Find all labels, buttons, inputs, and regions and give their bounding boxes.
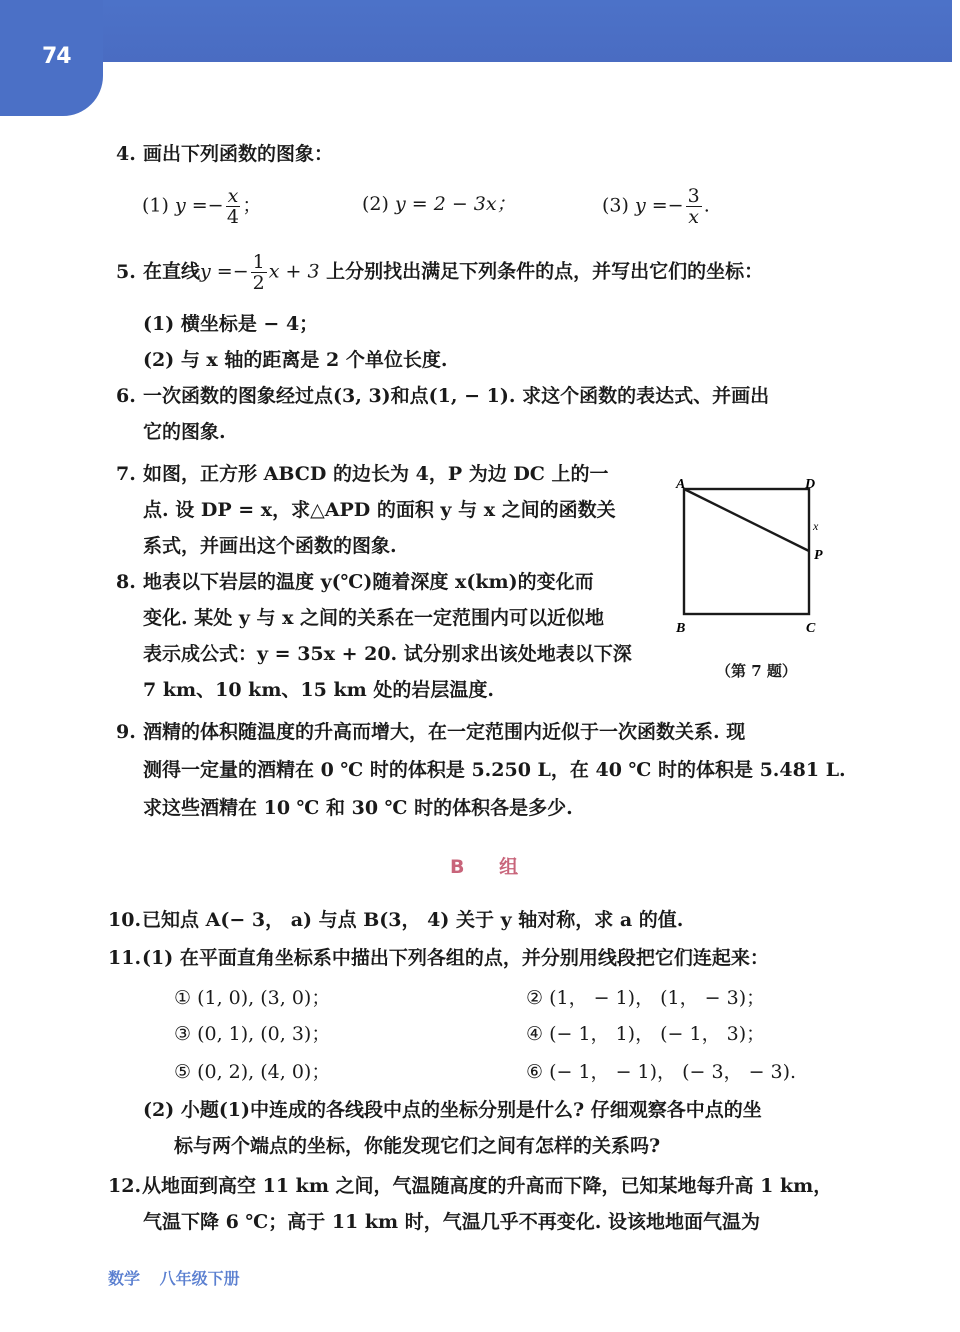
- p11-pair-1: ① (1, 0), (3, 0)；: [174, 987, 331, 1009]
- math-expr: y =−: [634, 194, 684, 217]
- p7-line-3: 系式，并画出这个函数的图象.: [143, 535, 397, 557]
- item-label: (2): [362, 193, 389, 215]
- denominator: 4: [226, 206, 239, 228]
- numerator: x: [227, 185, 239, 207]
- line: 如图，正方形 ABCD 的边长为 4，P 为边 DC 上的一: [143, 463, 609, 485]
- p6-line-2: 它的图象.: [143, 421, 226, 443]
- math-expr: y =−: [200, 260, 249, 283]
- fraction: [686, 186, 702, 227]
- fraction: [226, 186, 241, 227]
- p11-pair-4: ④ (− 1， 1)， (− 1， 3)；: [526, 1023, 766, 1045]
- fraction: [251, 252, 267, 293]
- text-pre: 在直线: [143, 260, 201, 283]
- item-label: (3): [602, 194, 629, 217]
- label-x: x: [813, 519, 819, 533]
- p7-line-2: 点. 设 DP = x，求△APD 的面积 y 与 x 之间的函数关: [143, 499, 616, 521]
- p12-line-2: 气温下降 6 ℃；高于 11 km 时，气温几乎不再变化. 设该地地面气温为: [143, 1211, 761, 1233]
- footer-book-title: 数学 八年级下册: [108, 1269, 240, 1288]
- problem-9: [116, 714, 745, 750]
- label-c: C: [806, 621, 816, 636]
- p4-item-3: [602, 186, 710, 227]
- p4-item-1: [142, 186, 261, 227]
- problem-number: 4.: [116, 143, 136, 165]
- problem-number: 7.: [116, 463, 136, 485]
- header-band: [0, 0, 952, 62]
- math-expr: y = 2 − 3x；: [394, 193, 516, 215]
- part-1-text: (1) 在平面直角坐标系中描出下列各组的点，并分别用线段把它们连起来：: [142, 947, 769, 969]
- problem-6: [116, 378, 769, 414]
- square-abcd: [684, 489, 809, 614]
- math-expr: y =−: [174, 194, 224, 217]
- problem-number: 12.: [108, 1175, 142, 1197]
- label-p: P: [814, 548, 823, 563]
- p8-line-2: 变化. 某处 y 与 x 之间的关系在一定范围内可以近似地: [143, 607, 605, 629]
- item-label: (1): [142, 194, 169, 217]
- numerator: 1: [252, 251, 265, 273]
- p11-pair-6: ⑥ (− 1， − 1)， (− 3， − 3).: [526, 1061, 797, 1083]
- line: 酒精的体积随温度的升高而增大，在一定范围内近似于一次函数关系. 现: [143, 721, 746, 743]
- line: 从地面到高空 11 km 之间，气温随高度的升高而下降，已知某地每升高 1 km，: [142, 1175, 833, 1197]
- p5-item-1: (1) 横坐标是 − 4；: [143, 313, 319, 335]
- problem-number: 9.: [116, 721, 136, 743]
- p9-line-3: 求这些酒精在 10 ℃ 和 30 ℃ 时的体积各是多少.: [143, 797, 573, 819]
- p11-pair-3: ③ (0, 1), (0, 3)；: [174, 1023, 331, 1045]
- problem-8: [116, 564, 594, 600]
- p9-line-2: 测得一定量的酒精在 0 ℃ 时的体积是 5.250 L，在 40 ℃ 时的体积是 5.481 L.: [143, 759, 846, 781]
- figure-caption: （第 7 题）: [716, 662, 797, 680]
- denominator: x: [688, 206, 699, 228]
- segment-ap: [684, 489, 809, 551]
- square-figure: [672, 472, 832, 692]
- p4-item-2: [362, 186, 516, 222]
- problem-number: 8.: [116, 571, 136, 593]
- problem-number: 10.: [108, 909, 142, 931]
- problem-number: 11.: [108, 947, 142, 969]
- page-number: 74: [42, 44, 71, 69]
- problem-text: 画出下列函数的图象：: [143, 143, 334, 165]
- p8-line-3: 表示成公式：y = 35x + 20. 试分别求出该处地表以下深: [143, 643, 632, 665]
- p11-pair-2: ② (1， − 1)， (1， − 3)；: [526, 987, 766, 1009]
- p8-line-4: 7 km、10 km、15 km 处的岩层温度.: [143, 679, 494, 701]
- problem-10: [108, 902, 683, 938]
- label-a: A: [676, 477, 686, 492]
- line: 一次函数的图象经过点(3, 3)和点(1, − 1). 求这个函数的表达式、并画出: [143, 385, 770, 407]
- problem-12: [108, 1168, 832, 1204]
- math-expr-suffix: x + 3: [268, 260, 320, 283]
- text-post: 上分别找出满足下列条件的点，并写出它们的坐标：: [326, 260, 764, 283]
- label-b: B: [676, 621, 686, 636]
- problem-number: 5.: [116, 260, 136, 283]
- p11-part2-line-1: (2) 小题(1)中连成的各线段中点的坐标分别是什么? 仔细观察各中点的坐: [143, 1099, 762, 1121]
- problem-7: [116, 456, 609, 492]
- p5-item-2: (2) 与 x 轴的距离是 2 个单位长度.: [143, 349, 448, 371]
- line: 地表以下岩层的温度 y(℃)随着深度 x(km)的变化而: [143, 571, 594, 593]
- problem-5: [116, 252, 763, 293]
- suffix: ；: [242, 194, 262, 217]
- group-b-title: B 组: [450, 856, 533, 878]
- denominator: 2: [252, 272, 265, 294]
- p11-part2-line-2: 标与两个端点的坐标，你能发现它们之间有怎样的关系吗?: [174, 1135, 661, 1157]
- numerator: 3: [687, 185, 700, 207]
- problem-11: [108, 940, 769, 976]
- problem-number: 6.: [116, 385, 136, 407]
- problem-4: [116, 136, 333, 172]
- p11-pair-5: ⑤ (0, 2), (4, 0)；: [174, 1061, 331, 1083]
- problem-text: 已知点 A(− 3， a) 与点 B(3， 4) 关于 y 轴对称，求 a 的值.: [142, 909, 684, 931]
- label-d: D: [805, 477, 816, 492]
- suffix: .: [703, 194, 710, 217]
